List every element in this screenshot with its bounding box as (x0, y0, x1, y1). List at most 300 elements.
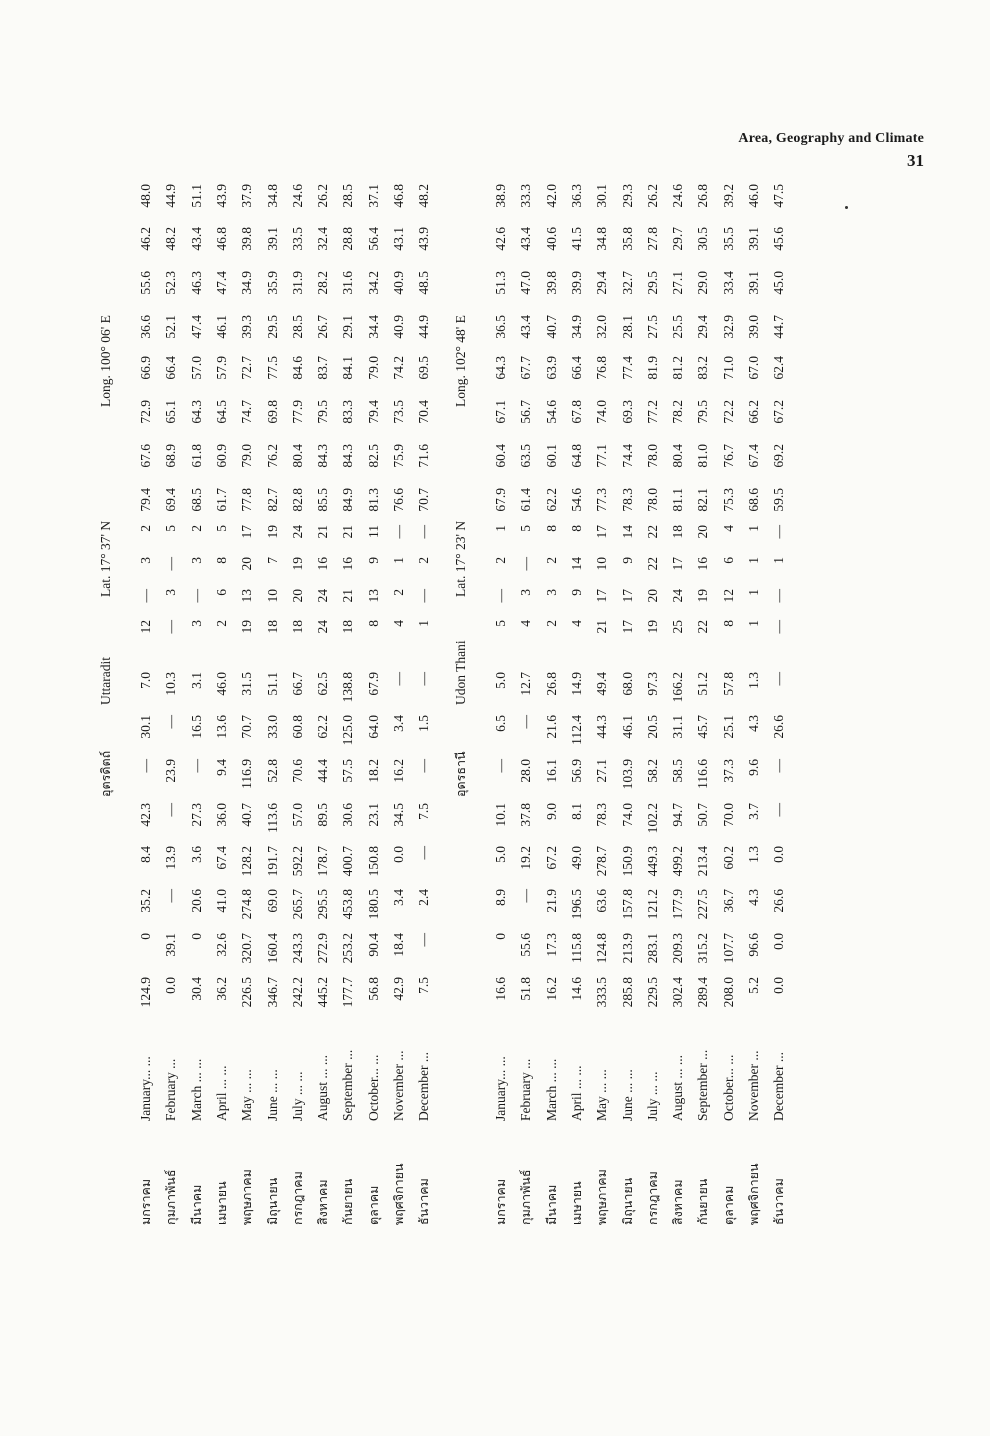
value-cell: 1 (771, 557, 787, 564)
value-cell: 39.1 (746, 271, 761, 295)
month-english: October... ... (365, 1054, 381, 1121)
value-cell: 60.4 (493, 444, 508, 468)
value-cell: 81.0 (695, 444, 711, 468)
value-cell: 28.5 (289, 315, 305, 339)
value-cell: 22 (644, 525, 660, 539)
value-cell: 2 (543, 557, 559, 564)
value-cell: 76.6 (391, 488, 406, 512)
month-thai: พฤศจิกายน (392, 1163, 406, 1225)
value-cell: 42.3 (138, 803, 153, 827)
value-cell: 1 (391, 557, 406, 564)
value-cell: 166.2 (670, 672, 686, 703)
value-cell: 64.3 (493, 356, 508, 380)
value-cell: 68.6 (746, 488, 761, 512)
value-cell: 21 (315, 525, 331, 539)
value-cell: 36.3 (568, 184, 584, 208)
value-cell: 57.0 (289, 803, 305, 827)
table-row (743, 125, 765, 1225)
station-name: Udon Thani (453, 640, 468, 705)
longitude-label: Long. 102° 48' E (453, 315, 468, 407)
table-row (541, 125, 563, 1225)
value-cell: 5.2 (746, 977, 761, 994)
value-cell: 19.2 (518, 846, 534, 870)
value-cell: 22 (695, 620, 711, 634)
value-cell: — (771, 672, 787, 686)
month-english: June ... ... (619, 1069, 635, 1121)
value-cell: 116.9 (239, 759, 255, 789)
month-thai: สิงหาคม (316, 1179, 331, 1225)
month-thai: กันยายน (341, 1178, 356, 1225)
value-cell: 103.9 (619, 759, 635, 790)
value-cell: 62.5 (315, 672, 331, 696)
value-cell: 17.3 (543, 933, 559, 957)
month-english: February ... (163, 1058, 179, 1121)
value-cell: 39.3 (239, 315, 255, 339)
table-row (211, 125, 233, 1225)
latitude-label: Lat. 17° 37' N (98, 520, 113, 597)
value-cell: 13.6 (213, 715, 229, 739)
value-cell: 0.0 (163, 977, 179, 994)
value-cell: 25 (670, 620, 686, 634)
value-cell: 65.1 (163, 400, 179, 424)
value-cell: 26.2 (644, 184, 660, 208)
value-cell: 68.5 (188, 488, 204, 512)
value-cell: 70.7 (416, 488, 432, 512)
value-cell: 78.3 (594, 803, 610, 827)
value-cell: 77.3 (594, 488, 610, 512)
value-cell: 79.5 (695, 400, 711, 424)
value-cell: 51.1 (264, 672, 280, 696)
value-cell: 150.9 (619, 846, 635, 877)
value-cell: 346.7 (264, 977, 280, 1008)
value-cell: 66.7 (289, 672, 305, 696)
value-cell: 69.8 (264, 400, 280, 424)
value-cell: 39.9 (568, 271, 584, 295)
value-cell: 78.2 (670, 400, 686, 424)
value-cell: 3.6 (188, 846, 204, 863)
value-cell: 67.2 (771, 400, 787, 424)
value-cell: 67.1 (493, 400, 508, 424)
month-thai: กุมภาพันธ์ (519, 1169, 534, 1225)
month-english: December ... (771, 1052, 787, 1121)
value-cell: 33.0 (264, 715, 280, 739)
value-cell: 63.9 (543, 356, 559, 380)
value-cell: 43.9 (213, 184, 229, 208)
value-cell: 78.0 (644, 488, 660, 512)
value-cell: 107.7 (720, 933, 736, 964)
value-cell: 22 (644, 557, 660, 571)
value-cell: 54.6 (568, 488, 584, 512)
value-cell: 69.2 (771, 444, 787, 468)
table-row (337, 125, 359, 1225)
value-cell: 3 (543, 589, 559, 596)
value-cell: 29.0 (695, 271, 711, 295)
month-english: May ... ... (594, 1069, 610, 1121)
value-cell: 9 (619, 557, 635, 564)
value-cell: 30.4 (188, 977, 204, 1001)
table-row (642, 125, 664, 1225)
value-cell: 44.9 (163, 184, 179, 208)
value-cell: 21 (340, 525, 356, 539)
value-cell: 8.9 (493, 889, 508, 906)
value-cell: 0.0 (771, 977, 787, 994)
value-cell: 13.9 (163, 846, 179, 870)
month-english: September ... (695, 1049, 711, 1121)
value-cell: 4 (568, 620, 584, 627)
value-cell: 2 (493, 557, 508, 564)
value-cell: 8 (213, 557, 229, 564)
value-cell: 46.1 (619, 715, 635, 739)
value-cell: 7.5 (416, 803, 432, 820)
value-cell: 68.9 (163, 444, 179, 468)
value-cell: — (163, 715, 179, 729)
value-cell: 66.9 (138, 356, 153, 380)
value-cell: 21.9 (543, 889, 559, 913)
value-cell: 3 (163, 589, 179, 596)
month-english: July ... ... (644, 1071, 660, 1121)
value-cell: 2 (213, 620, 229, 627)
value-cell: 51.3 (493, 271, 508, 295)
value-cell: 77.1 (594, 444, 610, 468)
value-cell: 0 (188, 933, 204, 940)
value-cell: 17 (594, 525, 610, 539)
value-cell: 180.5 (365, 889, 381, 920)
value-cell: 48.2 (416, 184, 432, 208)
value-cell: 2 (188, 525, 204, 532)
value-cell: 3.4 (391, 715, 406, 732)
value-cell: 81.2 (670, 356, 686, 380)
value-cell: — (416, 933, 432, 947)
value-cell: 70.4 (416, 400, 432, 424)
table-row (388, 125, 410, 1225)
value-cell: 30.1 (594, 184, 610, 208)
value-cell: 85.5 (315, 488, 331, 512)
value-cell: 116.6 (695, 759, 711, 789)
value-cell: 34.5 (391, 803, 406, 827)
table-row (667, 125, 689, 1225)
value-cell: 37.1 (365, 184, 381, 208)
value-cell: 8 (365, 620, 381, 627)
month-english: June ... ... (264, 1069, 280, 1121)
value-cell: 12 (720, 589, 736, 603)
value-cell: 40.9 (391, 315, 406, 339)
month-thai: กรกฎาคม (290, 1171, 305, 1225)
value-cell: 69.3 (619, 400, 635, 424)
value-cell: 16.5 (188, 715, 204, 739)
value-cell: 66.4 (163, 356, 179, 380)
value-cell: 39.2 (720, 184, 736, 208)
value-cell: 61.4 (518, 488, 534, 512)
value-cell: 34.8 (264, 184, 280, 208)
value-cell: 28.5 (340, 184, 356, 208)
value-cell: 272.9 (315, 933, 331, 964)
value-cell: 52.8 (264, 759, 280, 783)
value-cell: 56.9 (568, 759, 584, 783)
value-cell: 77.9 (289, 400, 305, 424)
value-cell: 67.6 (138, 444, 153, 468)
value-cell: 177.9 (670, 889, 686, 920)
value-cell: 28.8 (340, 227, 356, 251)
table-row (718, 125, 740, 1225)
month-english: April ... ... (213, 1065, 229, 1121)
value-cell: 82.1 (695, 488, 711, 512)
value-cell: 62.2 (543, 488, 559, 512)
value-cell: 48.0 (138, 184, 153, 208)
value-cell: 36.0 (213, 803, 229, 827)
value-cell: 44.7 (771, 315, 787, 339)
value-cell: 46.1 (213, 315, 229, 339)
value-cell: 44.3 (594, 715, 610, 739)
month-thai: พฤศจิกายน (747, 1163, 761, 1225)
value-cell: 449.3 (644, 846, 660, 877)
value-cell: 72.2 (720, 400, 736, 424)
value-cell: 39.8 (543, 271, 559, 295)
value-cell: 150.8 (365, 846, 381, 877)
value-cell: 278.7 (594, 846, 610, 877)
value-cell: 79.5 (315, 400, 331, 424)
value-cell: 52.3 (163, 271, 179, 295)
value-cell: 39.1 (264, 227, 280, 251)
value-cell: 26.6 (771, 715, 787, 739)
value-cell: 45.7 (695, 715, 711, 739)
value-cell: 24.6 (289, 184, 305, 208)
value-cell: 18 (289, 620, 305, 634)
value-cell: 8.1 (568, 803, 584, 820)
value-cell: — (188, 759, 204, 773)
value-cell: 18 (670, 525, 686, 539)
value-cell: 64.0 (365, 715, 381, 739)
value-cell: 90.4 (365, 933, 381, 957)
value-cell: 64.3 (188, 400, 204, 424)
value-cell: 44.9 (416, 315, 432, 339)
value-cell: 14 (619, 525, 635, 539)
value-cell: 3 (518, 589, 534, 596)
table-row (490, 125, 512, 1225)
value-cell: 67.4 (746, 444, 761, 468)
value-cell: 18 (264, 620, 280, 634)
value-cell: 70.7 (239, 715, 255, 739)
table-row (312, 125, 334, 1225)
value-cell: 320.7 (239, 933, 255, 964)
value-cell: 40.9 (391, 271, 406, 295)
value-cell: 1 (746, 589, 761, 596)
month-thai: มิถุนายน (620, 1177, 635, 1225)
value-cell: 56.4 (365, 227, 381, 251)
month-thai: กันยายน (696, 1178, 711, 1225)
value-cell: 28.1 (619, 315, 635, 339)
value-cell: 67.9 (493, 488, 508, 512)
value-cell: 37.3 (720, 759, 736, 783)
value-cell: 243.3 (289, 933, 305, 964)
value-cell: 128.2 (239, 846, 255, 877)
value-cell: 35.5 (720, 227, 736, 251)
value-cell: 31.9 (289, 271, 305, 295)
value-cell: 4 (720, 525, 736, 532)
page-header-title: Area, Geography and Climate (738, 131, 924, 146)
value-cell: 68.0 (619, 672, 635, 696)
value-cell: 83.2 (695, 356, 711, 380)
month-english: March ... ... (188, 1058, 204, 1121)
value-cell: 253.2 (340, 933, 356, 964)
value-cell: 26.7 (315, 315, 331, 339)
value-cell: 94.7 (670, 803, 686, 827)
value-cell: 46.8 (391, 184, 406, 208)
value-cell: 49.4 (594, 672, 610, 696)
value-cell: 17 (670, 557, 686, 571)
value-cell: 27.1 (670, 271, 686, 295)
value-cell: 23.9 (163, 759, 179, 783)
value-cell: — (518, 889, 534, 903)
value-cell: 66.2 (746, 400, 761, 424)
value-cell: 50.7 (695, 803, 711, 827)
value-cell: 55.6 (518, 933, 534, 957)
month-english: January... ... (138, 1056, 153, 1121)
value-cell: 283.1 (644, 933, 660, 964)
value-cell: 51.1 (188, 184, 204, 208)
value-cell: 5 (518, 525, 534, 532)
value-cell: 67.2 (543, 846, 559, 870)
value-cell: — (771, 803, 787, 817)
value-cell: 32.4 (315, 227, 331, 251)
value-cell: 51.8 (518, 977, 534, 1001)
value-cell: 213.9 (619, 933, 635, 964)
table-row (692, 125, 714, 1225)
value-cell: 47.5 (771, 184, 787, 208)
value-cell: 78.3 (619, 488, 635, 512)
value-cell: 29.4 (594, 271, 610, 295)
value-cell: 19 (264, 525, 280, 539)
value-cell: — (771, 525, 787, 539)
station-header (450, 125, 472, 1225)
value-cell: 96.6 (746, 933, 761, 957)
value-cell: 18.4 (391, 933, 406, 957)
value-cell: 61.8 (188, 444, 204, 468)
value-cell: 2.4 (416, 889, 432, 906)
month-thai: มกราคม (494, 1178, 508, 1225)
month-english: April ... ... (568, 1065, 584, 1121)
value-cell: 32.0 (594, 315, 610, 339)
value-cell: 36.7 (720, 889, 736, 913)
value-cell: 226.5 (239, 977, 255, 1008)
table-row (413, 125, 435, 1225)
value-cell: 1 (416, 620, 432, 627)
value-cell: 29.4 (695, 315, 711, 339)
value-cell: 57.0 (188, 356, 204, 380)
value-cell: 35.8 (619, 227, 635, 251)
rotated-climate-table (95, 125, 855, 1225)
value-cell: 3.4 (391, 889, 406, 906)
value-cell: 8 (720, 620, 736, 627)
value-cell: 43.4 (518, 227, 534, 251)
month-english: February ... (518, 1058, 534, 1121)
value-cell: — (493, 759, 508, 773)
value-cell: 13 (365, 589, 381, 603)
value-cell: 208.0 (720, 977, 736, 1008)
value-cell: 9 (568, 589, 584, 596)
value-cell: 60.8 (289, 715, 305, 739)
value-cell: 46.2 (138, 227, 153, 251)
value-cell: 12 (138, 620, 153, 634)
value-cell: 77.4 (619, 356, 635, 380)
value-cell: 33.4 (720, 271, 736, 295)
value-cell: 47.4 (213, 271, 229, 295)
value-cell: 82.8 (289, 488, 305, 512)
value-cell: 17 (594, 589, 610, 603)
month-english: May ... ... (239, 1069, 255, 1121)
value-cell: 8 (543, 525, 559, 532)
value-cell: 16.6 (493, 977, 508, 1001)
value-cell: 1 (493, 525, 508, 532)
value-cell: 5 (493, 620, 508, 627)
value-cell: 74.4 (619, 444, 635, 468)
value-cell: 56.7 (518, 400, 534, 424)
value-cell: 60.2 (720, 846, 736, 870)
value-cell: 11 (365, 525, 381, 538)
month-english: August ... ... (670, 1054, 686, 1121)
month-thai: กุมภาพันธ์ (164, 1169, 179, 1225)
value-cell: 69.0 (264, 889, 280, 913)
value-cell: — (771, 589, 787, 603)
table-row (591, 125, 613, 1225)
value-cell: 81.3 (365, 488, 381, 512)
table-row (515, 125, 537, 1225)
value-cell: 34.9 (239, 271, 255, 295)
month-thai: ตุลาคม (366, 1185, 381, 1225)
station-header (95, 125, 117, 1225)
value-cell: 2 (391, 589, 406, 596)
value-cell: 20.6 (188, 889, 204, 913)
latitude-label: Lat. 17° 23' N (453, 520, 468, 597)
value-cell: — (416, 525, 432, 539)
value-cell: 102.2 (644, 803, 660, 834)
value-cell: — (416, 759, 432, 773)
value-cell: 74.2 (391, 356, 406, 380)
month-english: September ... (340, 1049, 356, 1121)
value-cell: 19 (239, 620, 255, 634)
value-cell: 45.6 (771, 227, 787, 251)
value-cell: 31.6 (340, 271, 356, 295)
value-cell: 57.5 (340, 759, 356, 783)
value-cell: 34.2 (365, 271, 381, 295)
value-cell: 453.8 (340, 889, 356, 920)
value-cell: 84.3 (340, 444, 356, 468)
value-cell: 10 (594, 557, 610, 571)
value-cell: 75.3 (720, 488, 736, 512)
value-cell: 54.6 (543, 400, 559, 424)
value-cell: 242.2 (289, 977, 305, 1008)
value-cell: — (188, 589, 204, 603)
value-cell: 196.5 (568, 889, 584, 920)
value-cell: — (518, 557, 534, 571)
value-cell: 74.7 (239, 400, 255, 424)
value-cell: 3.7 (746, 803, 761, 820)
value-cell: 19 (289, 557, 305, 571)
value-cell: 9.6 (746, 759, 761, 776)
month-thai: มีนาคม (189, 1184, 204, 1225)
value-cell: 499.2 (670, 846, 686, 877)
value-cell: 24.6 (670, 184, 686, 208)
value-cell: 26.8 (695, 184, 711, 208)
value-cell: 17 (619, 620, 635, 634)
month-thai: ธันวาคม (772, 1178, 787, 1225)
value-cell: — (163, 889, 179, 903)
month-thai: มกราคม (139, 1178, 153, 1225)
value-cell: 31.5 (239, 672, 255, 696)
month-thai: สิงหาคม (671, 1179, 686, 1225)
value-cell: 46.3 (188, 271, 204, 295)
value-cell: 42.6 (493, 227, 508, 251)
value-cell: 37.8 (518, 803, 534, 827)
